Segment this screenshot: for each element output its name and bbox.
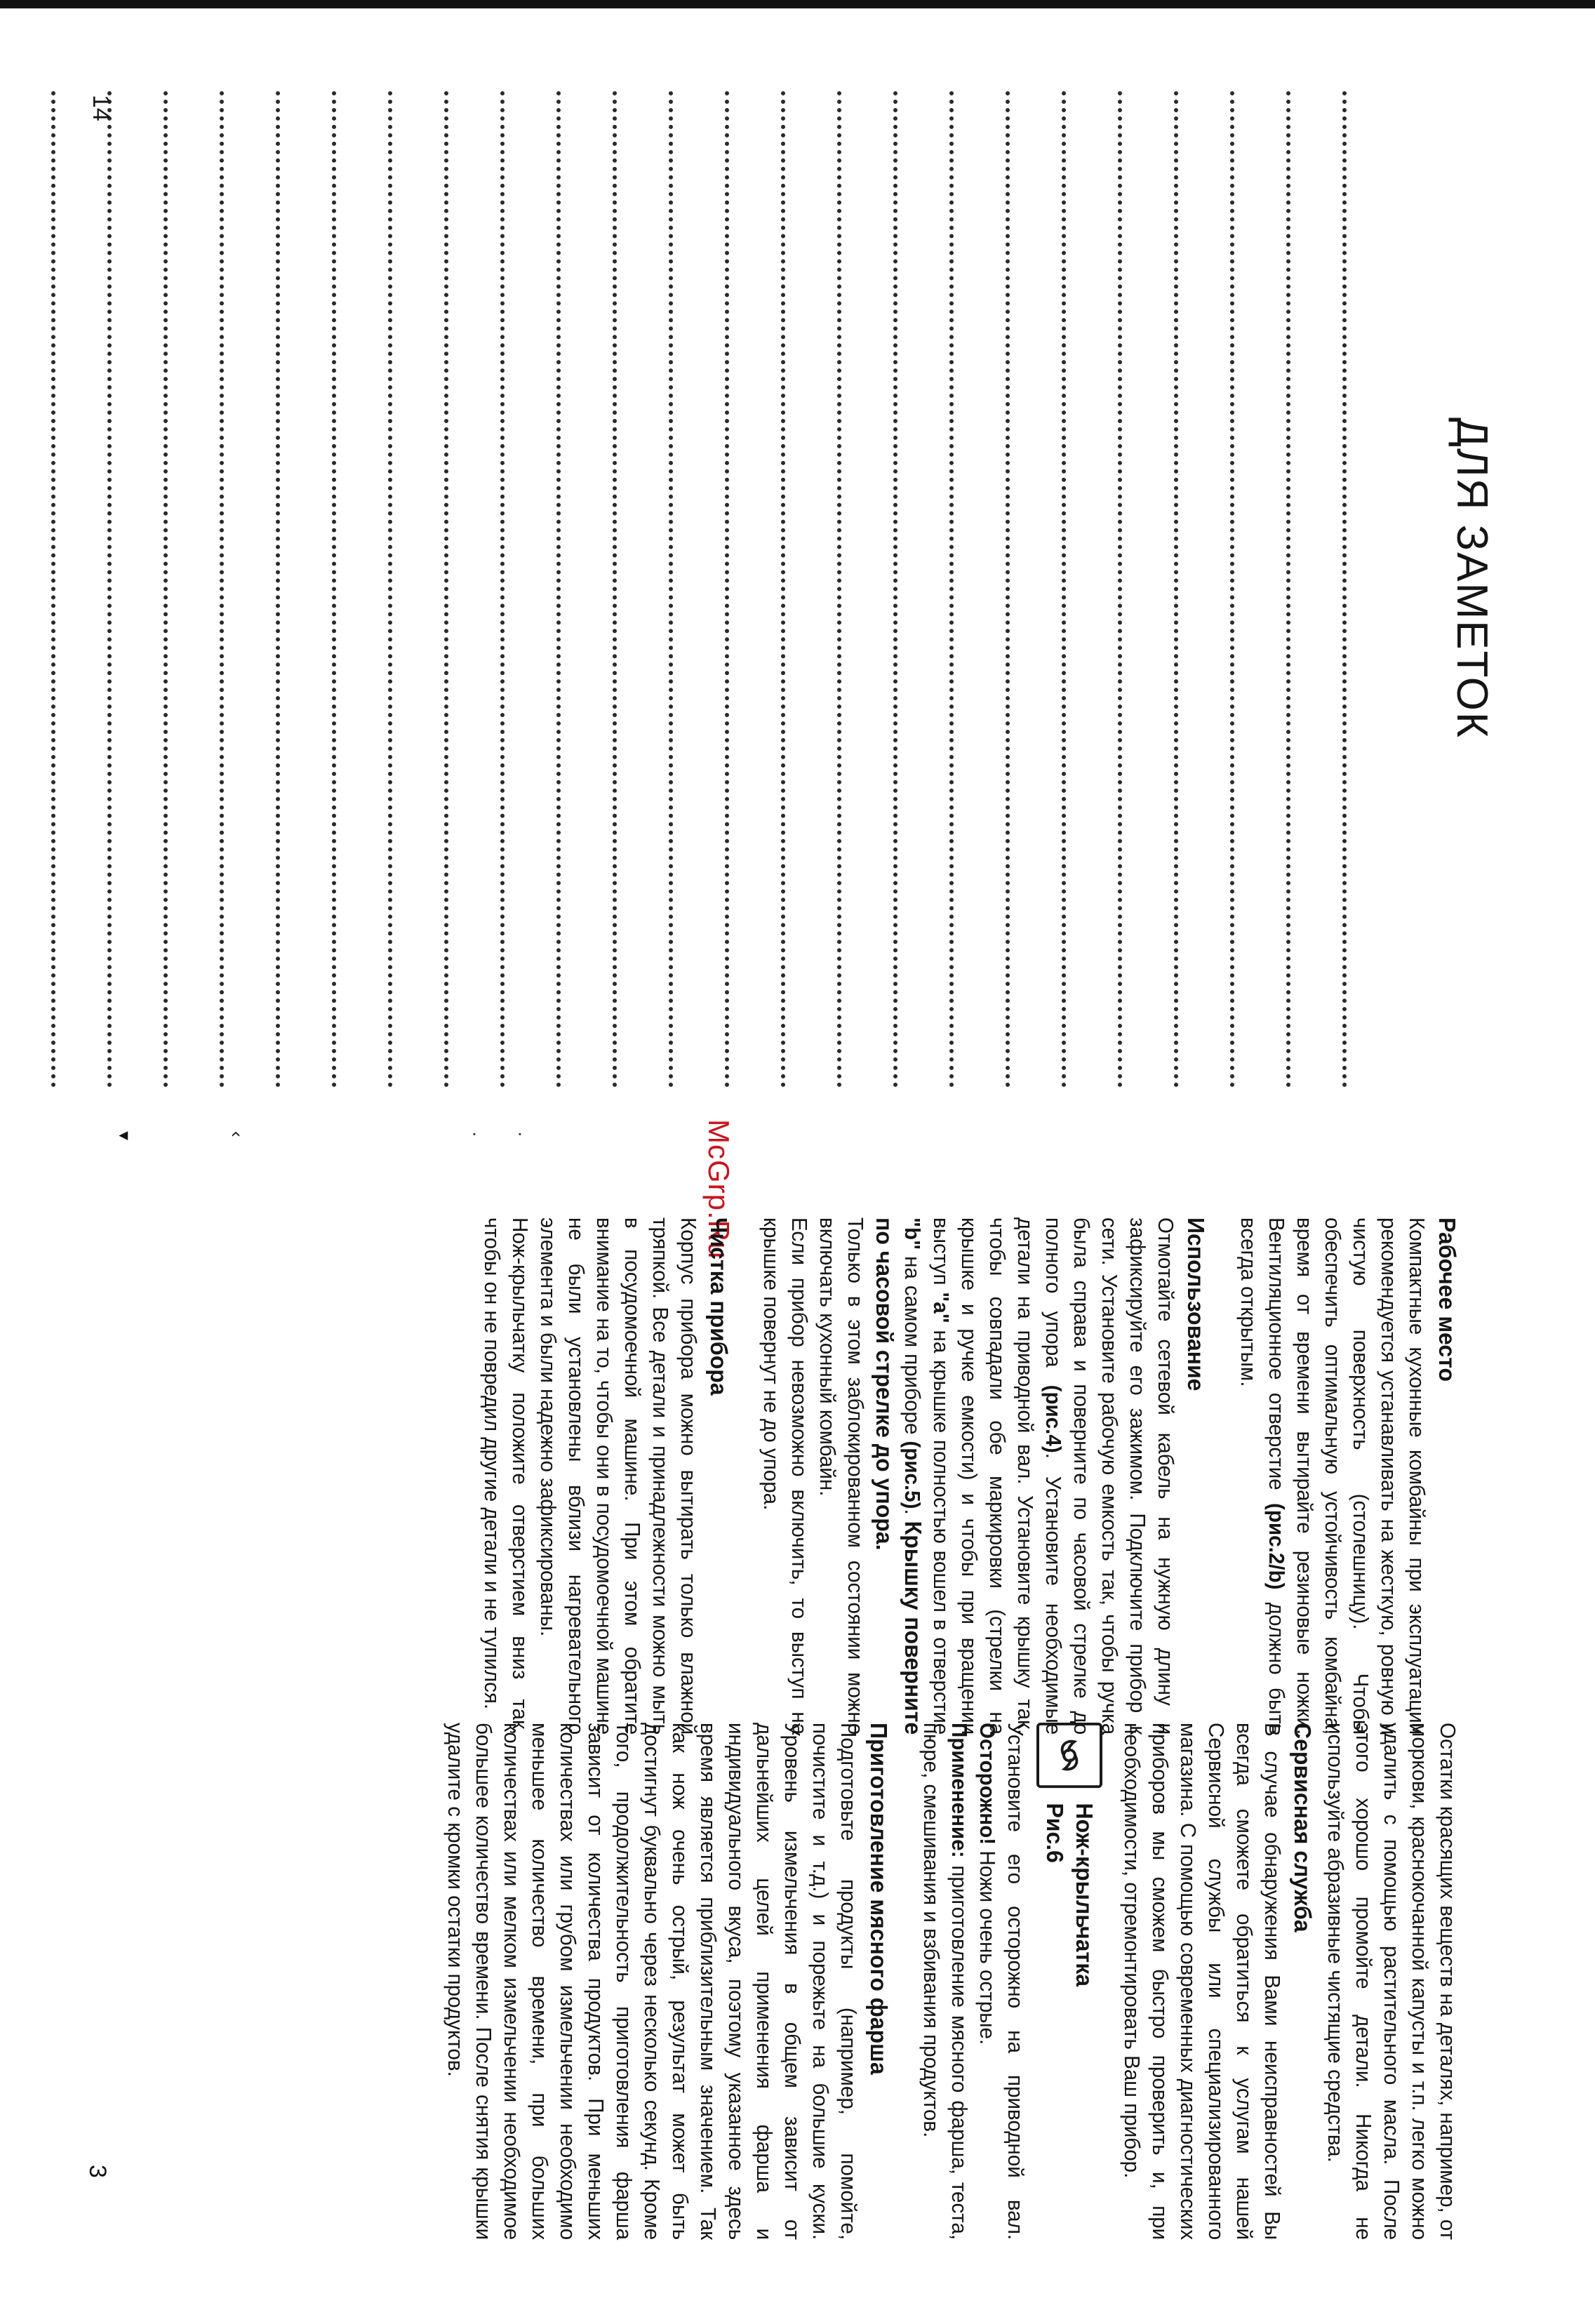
scan-mark: ▾ — [114, 1131, 135, 1141]
paragraph-usage-locked: Только в этом заблокированном состоянии можно включать кухонный комбайн. — [815, 1217, 867, 1735]
heading-usage: Использование — [1183, 1217, 1209, 1391]
paragraph-cleaning: Корпус прибора можно вытирать только влажной тряпкой. Все детали и принадлежности можно мыть в посудомоечной машине. При этом обратите внимание на то, чтобы они в посудомоечной машине не были установлены вблизи нагревательного элемента и были надежно зафиксированы. — [536, 1217, 700, 1735]
paragraph-service: В случае обнаружения Вами неисправностей Вы всегда сможете обратиться к услугам нашей Сервисной службы или специализированного магазина. С помощью современных диагностических приборов мы сможем быстро проверить и, при необходимости, отремонтировать Ваш прибор. — [1120, 1723, 1284, 2240]
paragraph-cleaning-blade: Нож-крыльчатку положите отверстием вниз так, чтобы он не повредил другие детали и не тупился. — [480, 1217, 532, 1735]
paragraph-blade: Установите его осторожно на приводной вал. Осторожно! Ножи очень острые. — [975, 1723, 1027, 2240]
dotted-line — [1230, 91, 1286, 1088]
watermark: McGrp.Ru — [702, 1119, 735, 1260]
dotted-line — [893, 91, 949, 1088]
page-number-right: 3 — [84, 2165, 111, 2178]
heading-service: Сервисная служба — [1290, 1723, 1316, 1932]
dotted-line — [949, 91, 1006, 1088]
dotted-line — [1062, 91, 1118, 1088]
dotted-line — [51, 91, 107, 1088]
dotted-line — [500, 91, 556, 1088]
paragraph-usage-cannot-start: Если прибор невозможно включить, то выступ на крышке повернут не до упора. — [759, 1217, 811, 1735]
paragraph-usage: Отмотайте сетевой кабель на нужную длину и зафиксируйте его зажимом. Подключите прибор к сети. Установите рабочую емкость так, чтобы ручка была справа и поверните по часовой стрелке до полного упора (рис.4). Установите необходимые детали на приводной вал. Установите крышку так, чтобы совпадали обе маркировки (стрелки на крышке и ручке емкости) и чтобы при вращении выступ "a" на крышке полностью вошел в отверстие "b" на самом приборе (рис.5). Крышку поверните по часовой стрелке до упора. — [872, 1217, 1177, 1735]
column-left-text — [478, 1217, 1462, 1735]
paragraph-workplace: Компактные кухонные комбайны при эксплуатации рекомендуется устанавливать на жесткую, ровную и чистую поверхность (столешницу). Чтобы обеспечить оптимальную устойчивость комбайна, время от времени вытирайте резиновые ножки. Вентиляционное отверстие (рис.2/b) должно быть всегда открытым. — [1236, 1217, 1429, 1735]
paragraph-blade-usage: Применение: приготовление мясного фарша, теста, пюре, смешивания и взбивания продуктов. — [919, 1723, 971, 2240]
paragraph-stains: Остатки красящих веществ на деталях, например, от моркови, краснокочанной капусты и т.п. легко можно удалить с помощью растительного масла. После этого хорошо промойте детали. Никогда не используйте абразивные чистящие средства. — [1323, 1723, 1460, 2240]
column-right-text — [441, 1723, 1462, 2240]
dotted-line — [1286, 91, 1342, 1088]
scan-mark: · — [465, 1131, 486, 1137]
notes-dotted-lines — [51, 91, 1399, 1088]
scan-edge-bar — [0, 0, 1595, 8]
heading-workplace: Рабочее место — [1434, 1217, 1460, 1382]
paragraph-minced-meat: Подготовьте продукты (например, помойте, почистите и т.д.) и порежьте на большие куски. Уровень измельчения в общем зависит от дальнейших целей применения фарша и индивидуального вкуса, поэтому указанное здесь время является приблизительным значением. Так как нож очень острый, результат может быть достигнут буквально через несколько секунд. Кроме того, продолжительность приготовления фарша зависит от количества продуктов. При меньших количествах или грубом измельчении необходимо меньшее количество времени, при больших количествах или мелком измельчении необходимое большее количество времени. После снятия крышки удалите с кромки остатки продуктов. — [443, 1723, 860, 2240]
scan-mark: · — [511, 1131, 532, 1137]
dotted-line — [444, 91, 500, 1088]
dotted-line — [1174, 91, 1230, 1088]
dotted-line — [332, 91, 388, 1088]
dotted-line — [163, 91, 220, 1088]
dotted-line — [388, 91, 444, 1088]
heading-cleaning: Чистка прибора — [706, 1217, 732, 1396]
figure-caption: Нож-крыльчатка Рис.6 — [1042, 1803, 1097, 1987]
dotted-line — [781, 91, 837, 1088]
dotted-line — [837, 91, 893, 1088]
dotted-line — [556, 91, 613, 1088]
notes-title: ДЛЯ ЗАМЕТОК — [1448, 418, 1496, 739]
dotted-line — [107, 91, 163, 1088]
dotted-line — [1342, 91, 1399, 1088]
blade-icon — [1036, 1723, 1102, 1788]
heading-minced-meat: Приготовление мясного фарша — [866, 1723, 892, 2075]
dotted-line — [276, 91, 332, 1088]
dotted-line — [613, 91, 669, 1088]
scan-mark: ‹ — [227, 1131, 248, 1137]
page-number-left: 14 — [88, 95, 114, 121]
dotted-line — [1118, 91, 1174, 1088]
dotted-line — [669, 91, 725, 1088]
dotted-line — [725, 91, 781, 1088]
dotted-line — [220, 91, 276, 1088]
figure-blade — [1036, 1723, 1102, 2240]
dotted-line — [1006, 91, 1062, 1088]
